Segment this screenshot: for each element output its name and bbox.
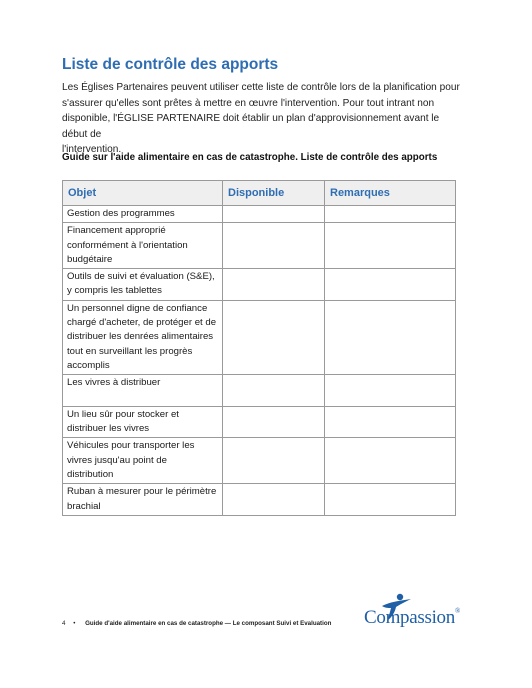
cell-objet-line: y compris les tablettes: [67, 285, 162, 297]
column-header-remarques: Remarques: [325, 181, 456, 206]
cell-disponible[interactable]: [223, 375, 325, 407]
table-row: [63, 223, 456, 269]
table-row: [63, 375, 456, 407]
logo-text: Compassion®: [364, 607, 460, 628]
table-row: [63, 206, 456, 223]
column-header-objet: Objet: [63, 181, 223, 206]
cell-objet: [63, 484, 223, 516]
cell-remarques[interactable]: [325, 438, 456, 484]
table-row: [63, 484, 456, 516]
cell-objet-line: Les vivres à distribuer: [67, 377, 161, 389]
intro-line: l'intervention.: [62, 144, 122, 155]
intro-line: s'assurer qu'elles sont prêtes à mettre en œuvre l'intervention. Pour tout intrant non: [62, 97, 435, 109]
cell-objet-line: Gestion des programmes: [67, 208, 175, 219]
table-row: [63, 406, 456, 438]
cell-objet: [63, 269, 223, 301]
cell-disponible[interactable]: [223, 438, 325, 484]
intro-line: Les Églises Partenaires peuvent utiliser cette liste de contrôle lors de la planification pour: [62, 82, 460, 93]
cell-objet-line: Un lieu sûr pour stocker et: [67, 408, 179, 420]
cell-objet-line: tout en surveillant les progrès: [67, 345, 193, 357]
cell-objet-line: distribuer les denrées alimentaires: [67, 331, 214, 343]
cell-objet-line: Ruban à mesurer pour le périmètre: [67, 486, 217, 498]
table-row: [63, 300, 456, 374]
cell-objet: [63, 375, 223, 407]
page-title: Liste de contrôle des apports: [62, 56, 279, 73]
cell-remarques[interactable]: [325, 406, 456, 438]
cell-remarques[interactable]: [325, 223, 456, 269]
cell-remarques[interactable]: [325, 269, 456, 301]
table-row: [63, 269, 456, 301]
cell-disponible[interactable]: [223, 406, 325, 438]
cell-objet-line: accomplis: [67, 359, 110, 371]
cell-objet: [63, 206, 223, 223]
cell-disponible[interactable]: [223, 300, 325, 374]
footer-bullet: •: [73, 620, 76, 627]
cell-remarques[interactable]: [325, 206, 456, 223]
cell-objet-line: brachial: [67, 500, 101, 512]
cell-objet-line: [67, 391, 218, 405]
table-row: [63, 438, 456, 484]
cell-objet-line: vivres jusqu'au point de: [67, 454, 167, 466]
cell-disponible[interactable]: [223, 223, 325, 269]
cell-disponible[interactable]: [223, 269, 325, 301]
table-heading: Guide sur l'aide alimentaire en cas de catastrophe. Liste de contrôle des apports: [62, 152, 438, 163]
intro-paragraph: [62, 80, 462, 158]
checklist-table: [62, 180, 456, 516]
cell-objet: [63, 438, 223, 484]
cell-objet: [63, 223, 223, 269]
cell-objet: [63, 300, 223, 374]
cell-remarques[interactable]: [325, 300, 456, 374]
cell-objet: [63, 406, 223, 438]
cell-objet-line: Un personnel digne de confiance: [67, 302, 208, 314]
column-header-disponible: Disponible: [223, 181, 325, 206]
cell-objet-line: Véhicules pour transporter les: [67, 440, 195, 452]
cell-disponible[interactable]: [223, 206, 325, 223]
cell-objet-line: chargé d'acheter, de protéger et de: [67, 317, 217, 329]
cell-objet-line: conformément à l'orientation: [67, 239, 188, 251]
cell-objet-line: distribution: [67, 469, 114, 481]
cell-objet-line: budgétaire: [67, 253, 113, 265]
cell-objet-line: Outils de suivi et évaluation (S&E),: [67, 271, 215, 283]
table-header-row: [63, 181, 456, 206]
cell-remarques[interactable]: [325, 484, 456, 516]
cell-objet-line: Financement approprié: [67, 225, 166, 237]
cell-disponible[interactable]: [223, 484, 325, 516]
cell-remarques[interactable]: [325, 375, 456, 407]
cell-objet-line: distribuer les vivres: [67, 423, 150, 435]
footer-document-title: Guide d'aide alimentaire en cas de catastrophe — Le composant Suivi et Evaluation: [85, 620, 332, 627]
compassion-logo: [364, 592, 464, 632]
page-footer: [62, 620, 331, 627]
page-number: 4: [62, 620, 66, 627]
intro-line: disponible, l'ÉGLISE PARTENAIRE doit établir un plan d'approvisionnement avant le début de: [62, 113, 440, 140]
logo-registered-mark: ®: [454, 607, 460, 615]
